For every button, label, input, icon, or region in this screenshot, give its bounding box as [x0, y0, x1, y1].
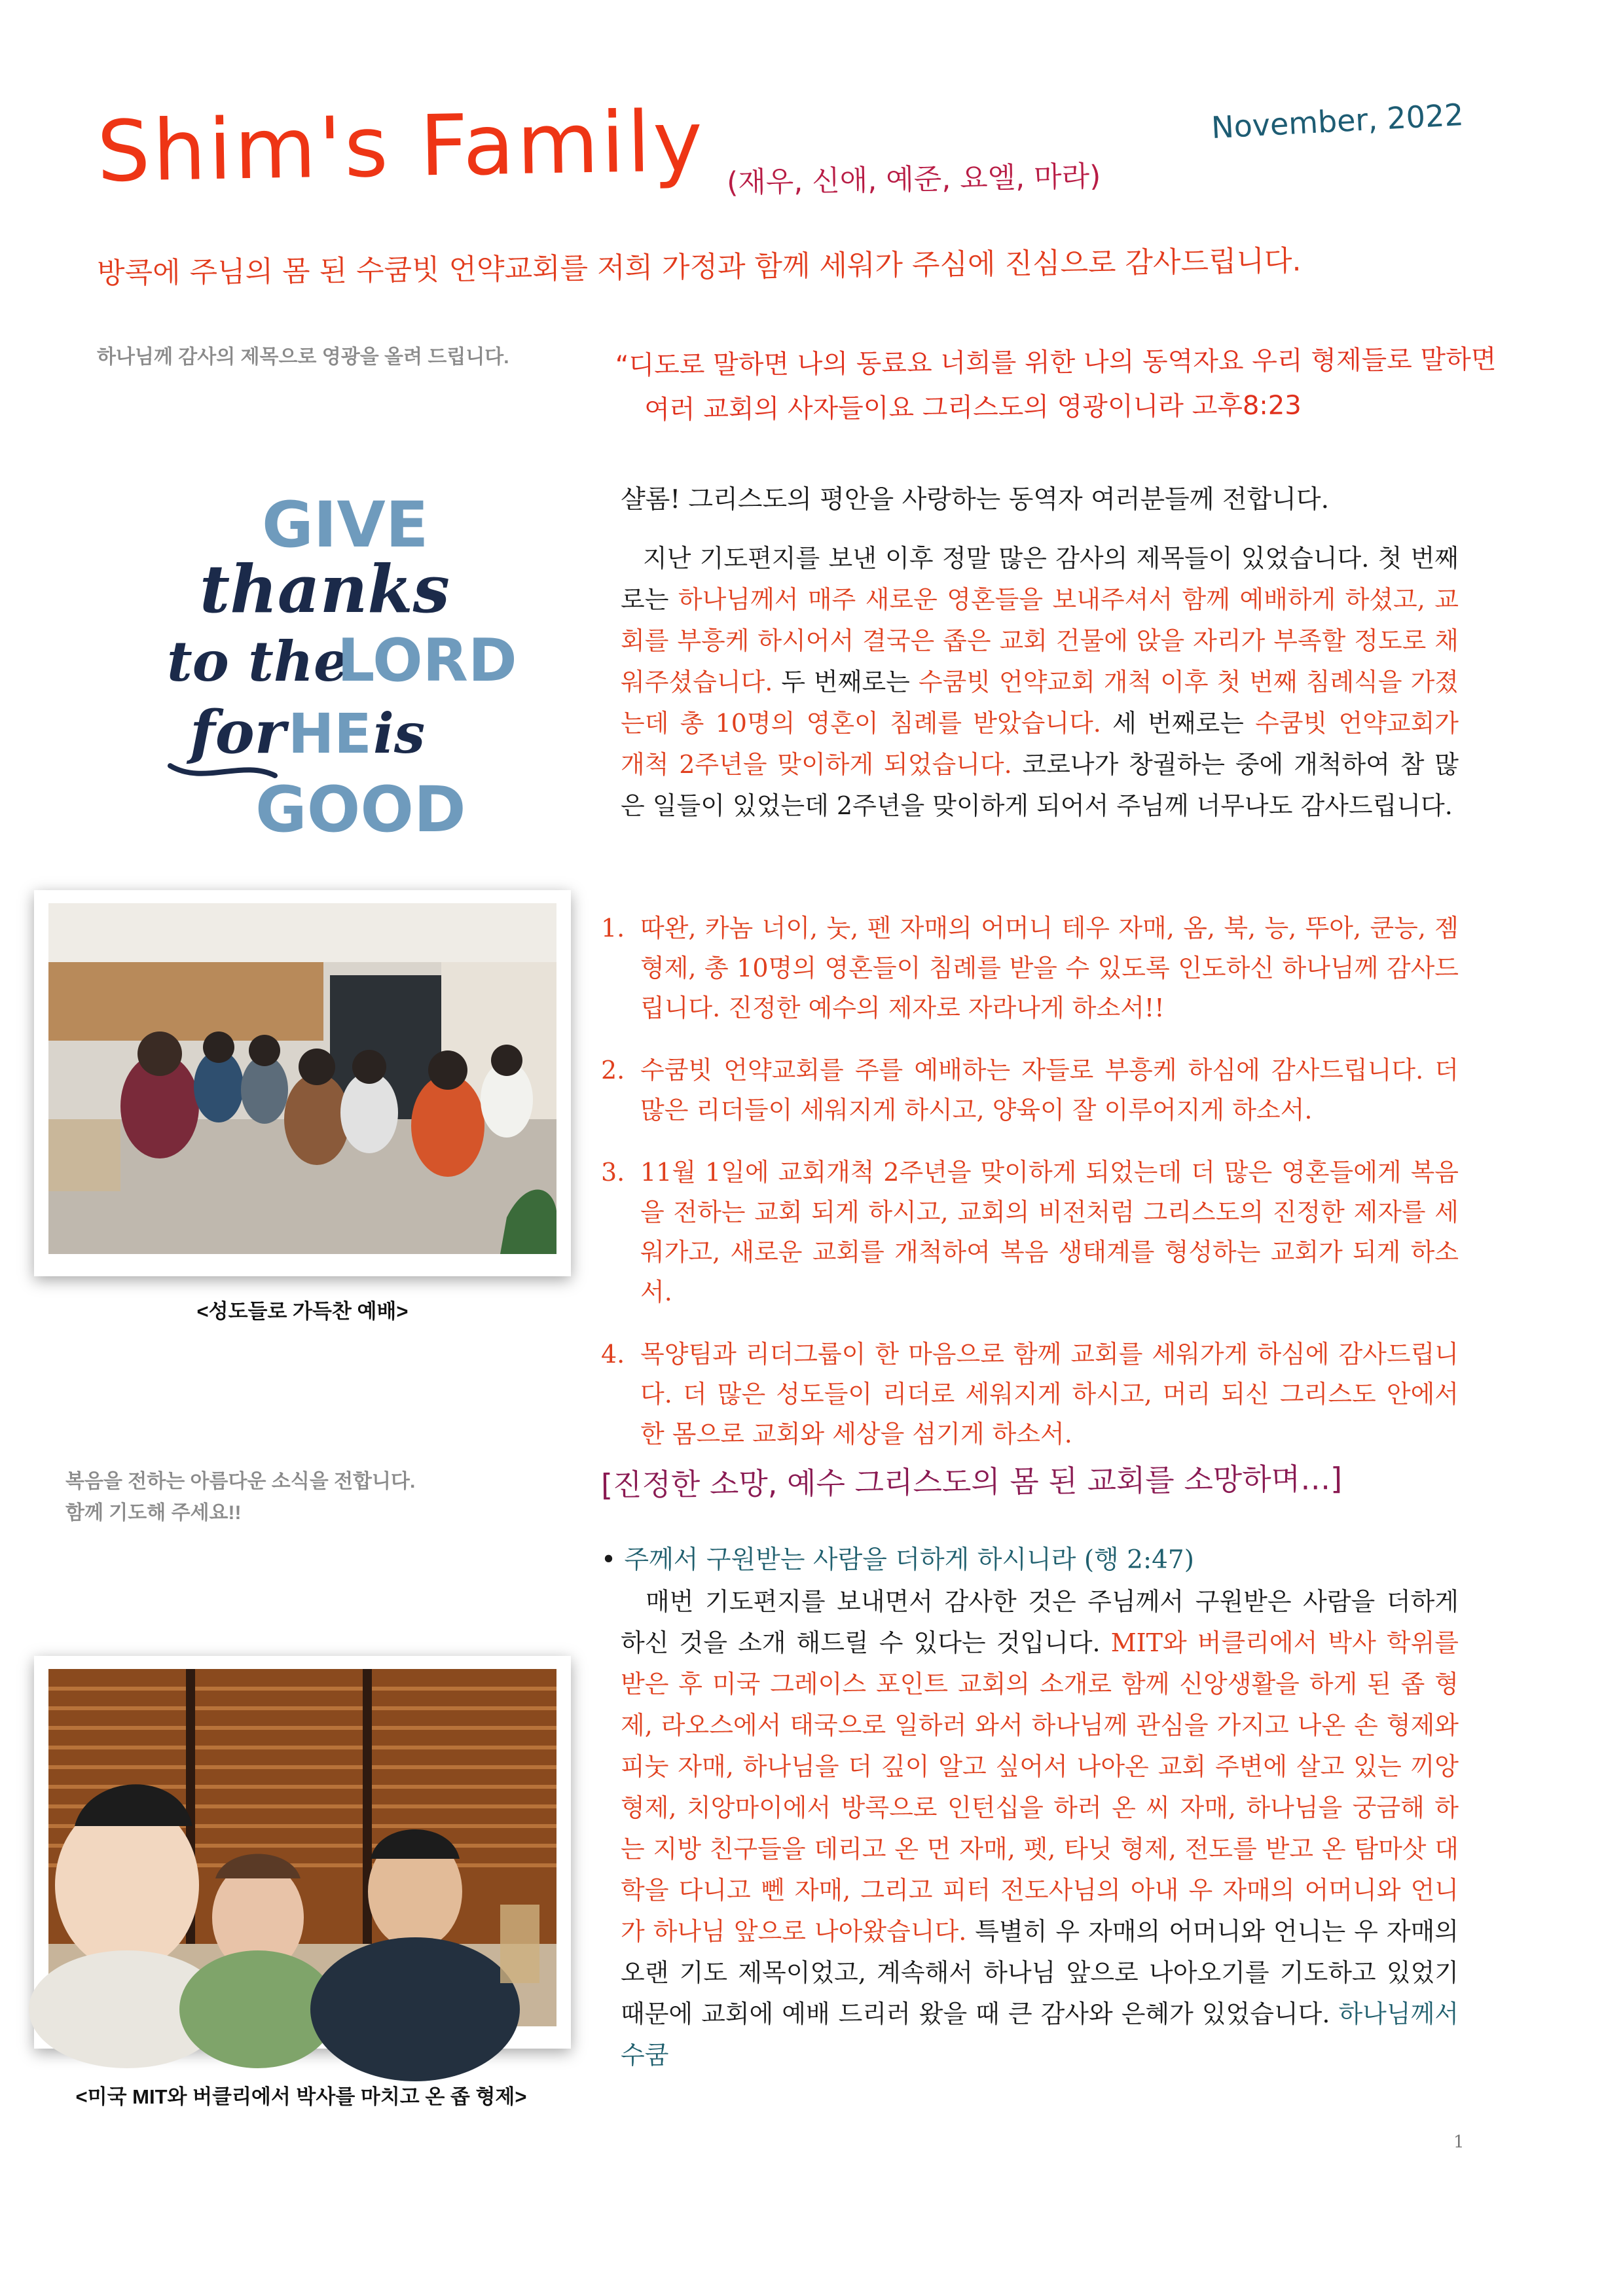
prayer-text: 목양팀과 리더그룹이 한 마음으로 함께 교회를 세워가게 하심에 감사드립니다. 더 많은 성도들이 리더로 세워지게 하시고, 머리 되신 그리스도 안에서 한 몸으로 교회와 세상을 섬기게 하소서.	[640, 1340, 1459, 1448]
art-give: GIVE	[262, 488, 429, 562]
brother-photo	[48, 1669, 556, 2026]
prayer-number: 3.	[601, 1158, 625, 1187]
prayer-item	[601, 1153, 1459, 1312]
section2-side-label-line1: 복음을 전하는 아름다운 소식을 전합니다.	[65, 1471, 416, 1492]
para1-text-3: 세 번째로는	[1101, 709, 1256, 738]
art-thanks: thanks	[200, 550, 450, 628]
family-members: (재우, 신애, 예준, 요엘, 마라)	[726, 160, 1101, 200]
prayer-number: 4.	[601, 1340, 625, 1369]
para2-text-2: 특별히 우 자매의 어머니와 언니는 우 자매의 오랜 기도 제목이었고, 계속해서 하나님 앞으로 나아오기를 기도하고 있었기 때문에 교회에 예배 드리러 왔을 때 큰 감사와 은혜가 있었습니다.	[621, 1917, 1459, 2028]
prayer-number: 1.	[601, 914, 625, 942]
para2-highlight-1: MIT와 버클리에서 박사 학위를 받은 후 미국 그레이스 포인트 교회의 소개로 함께 신앙생활을 하게 된 좁 형제, 라오스에서 태국으로 일하러 와서 하나님께 관심을 가지고 나온 손 형제와 피눗 자매, 하나님을 더 깊이 알고 싶어서 나아온 교회 주변에 살고 있는 끼앙 형제, 치앙마이에서 방콕으로 인턴십을 하러 온 씨 자매, 하나님을 궁금해 하는 지방 친구들을 데리고 온 먼 자매, 펫, 타닛 형제, 전도를 받고 온 탐마삿 대학을 다니고 뻰 자매, 그리고 피터 전도사님의 아내 우 자매의 어머니와 언니가 하나님 앞으로 나아왔습니다.	[621, 1628, 1459, 1946]
prayer-item	[601, 1335, 1459, 1454]
para2-highlight-2: 하나님께서 수쿰	[621, 2000, 1459, 2070]
para1-highlight-1: 하나님께서 매주 새로운 영혼들을 보내주셔서 함께 예배하게 하셨고, 교회를 부흥케 하시어서 결국은 좁은 교회 건물에 앉을 자리가 부족할 정도로 채워주셨습니다.	[621, 585, 1459, 696]
section2-subheading	[601, 1539, 1194, 1581]
para1-text-4: 코로나가 창궐하는 중에 개척하여 참 많은 일들이 있었는데 2주년을 맞이하게 되어서 주님께 너무나도 감사드립니다.	[621, 750, 1459, 820]
prayer-item	[601, 908, 1459, 1028]
art-for: for	[190, 698, 286, 767]
section1-side-label: 하나님께 감사의 제목으로 영광을 올려 드립니다.	[97, 346, 509, 368]
section2-side-label-line2: 함께 기도해 주세요!!	[65, 1502, 242, 1524]
bible-verse	[615, 337, 1506, 432]
worship-photo-illustration	[48, 903, 556, 1254]
intro-thanks: 방콕에 주님의 몸 된 수쿰빗 언약교회를 저희 가정과 함께 세워가 주심에 진심으로 감사드립니다.	[96, 244, 1302, 291]
thanks-paragraph	[621, 538, 1459, 827]
section2-heading: [진정한 소망, 예수 그리스도의 몸 된 교회를 소망하며…]	[600, 1461, 1343, 1503]
give-thanks-illustration	[164, 484, 517, 851]
para1-text-2: 두 번째로는	[773, 668, 919, 696]
para1-text-1: 지난 기도편지를 보낸 이후 정말 많은 감사의 제목들이 있었습니다. 첫 번째로는	[621, 544, 1459, 614]
give-thanks-artwork	[164, 484, 517, 851]
para2-text-1: 매번 기도편지를 보내면서 감사한 것은 주님께서 구원받은 사람을 더하게 하신 것을 소개 해드릴 수 있다는 것입니다.	[621, 1587, 1459, 1657]
para1-highlight-3: 수쿰빗 언약교회가 개척 2주년을 맞이하게 되었습니다.	[621, 709, 1459, 779]
newsletter-date: November, 2022	[1210, 96, 1465, 146]
brother-photo-illustration	[48, 1669, 556, 2026]
brother-photo-caption: <미국 MIT와 버클리에서 박사를 마치고 온 좁 형제>	[75, 2085, 527, 2108]
prayer-item	[601, 1050, 1459, 1130]
art-he: HE	[288, 702, 372, 766]
page-number: 1	[1453, 2132, 1465, 2152]
art-good: GOOD	[255, 773, 466, 846]
section2-side-label	[65, 1466, 415, 1529]
para1-highlight-2: 수쿰빗 언약교회 개척 이후 첫 번째 침례식을 가졌는데 총 10명의 영혼이 침례를 받았습니다.	[621, 668, 1459, 738]
prayer-text: 수쿰빗 언약교회를 주를 예배하는 자들로 부흥케 하심에 감사드립니다. 더 많은 리더들이 세워지게 하시고, 양육이 잘 이루어지게 하소서.	[640, 1056, 1459, 1124]
worship-photo-caption: <성도들로 가득찬 예배>	[196, 1300, 409, 1323]
art-to-the: to the	[167, 629, 349, 694]
prayer-list	[601, 908, 1459, 1477]
newsletter-title: Shim's Family	[96, 92, 706, 202]
section2-paragraph	[621, 1581, 1459, 2076]
bullet: •	[601, 1545, 625, 1575]
prayer-text: 따완, 카놈 너이, 눗, 펜 자매의 어머니 테우 자매, 옴, 북, 능, 뚜아, 쿤능, 젬 형제, 총 10명의 영혼들이 침례를 받을 수 있도록 인도하신 하나님께 감사드립니다. 진정한 예수의 제자로 자라나게 하소서!!	[640, 914, 1459, 1022]
art-is: is	[373, 701, 426, 766]
brother-photo-frame	[34, 1656, 571, 2049]
art-lord: LORD	[337, 626, 517, 695]
verse-line-2: 여러 교회의 사자들이요 그리스도의 영광이니라 고후8:23	[644, 390, 1302, 425]
prayer-text: 11월 1일에 교회개척 2주년을 맞이하게 되었는데 더 많은 영혼들에게 복음을 전하는 교회 되게 하시고, 교회의 비전처럼 그리스도의 진정한 제자를 세워가고, 새로운 교회를 개척하여 복음 생태계를 형성하는 교회가 되게 하소서.	[640, 1158, 1459, 1306]
greeting: 샬롬! 그리스도의 평안을 사랑하는 동역자 여러분들께 전합니다.	[621, 485, 1329, 514]
prayer-number: 2.	[601, 1056, 625, 1085]
subheading-text: 주께서 구원받는 사람을 더하게 하시니라 (행 2:47)	[624, 1545, 1194, 1575]
worship-photo-frame	[34, 890, 571, 1276]
worship-photo	[48, 903, 556, 1254]
verse-line-1: “디도로 말하면 나의 동료요 너희를 위한 나의 동역자요 우리 형제들로 말하면	[615, 344, 1497, 381]
